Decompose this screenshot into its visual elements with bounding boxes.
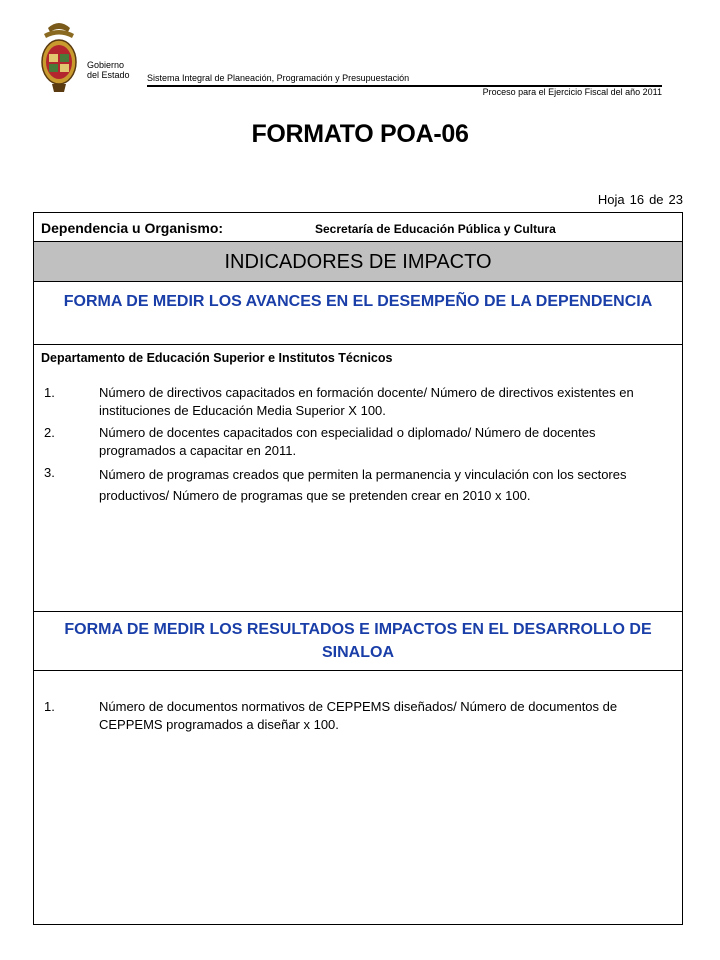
dependency-value: Secretaría de Educación Pública y Cultura: [315, 222, 556, 236]
section-2-heading: FORMA DE MEDIR LOS RESULTADOS E IMPACTOS EN EL DESARROLLO DE SINALOA: [34, 611, 682, 671]
dependency-row: [34, 213, 682, 242]
list-item-text: Número de directivos capacitados en formación docente/ Número de directivos existentes en instituciones de Educación Media Superior X 100.: [99, 385, 634, 418]
list-item-number: 1.: [44, 699, 55, 714]
list-item-text: Número de programas creados que permiten la permanencia y vinculación con los sectores productivos/ Número de programas que se pretenden crear en 2010 x 100.: [99, 467, 627, 503]
list-item-text: Número de docentes capacitados con especialidad o diplomado/ Número de docentes programados a capacitar en 2011.: [99, 425, 596, 458]
sheet-current: 16: [629, 192, 645, 207]
list-item: [34, 384, 682, 420]
section-1-body: [34, 349, 682, 510]
list-item-number: 3.: [44, 465, 55, 480]
dependency-label: Dependencia u Organismo:: [41, 220, 224, 236]
process-text: Proceso para el Ejercicio Fiscal del año 2011: [482, 87, 662, 97]
page-title: FORMATO POA-06: [251, 120, 469, 148]
sheet-of: de: [649, 192, 664, 207]
indicators-band-title: INDICADORES DE IMPACTO: [34, 242, 682, 282]
sheet-counter: [598, 192, 683, 207]
list-item: [34, 464, 682, 506]
gobierno-line-2: del Estado: [87, 70, 130, 80]
list-item-number: 1.: [44, 385, 55, 400]
section-2-body: [34, 698, 682, 738]
system-name: Sistema Integral de Planeación, Programación y Presupuestación: [147, 73, 410, 83]
state-seal-logo: [38, 18, 80, 96]
form-table: [33, 212, 683, 925]
list-item: [34, 698, 682, 734]
sheet-label: Hoja: [597, 192, 625, 207]
gobierno-line-1: Gobierno: [87, 60, 125, 70]
list-item: [34, 424, 682, 460]
sheet-total: 23: [668, 192, 683, 207]
list-item-number: 2.: [44, 425, 55, 440]
gobierno-del-estado-label: [87, 60, 130, 80]
list-item-text: Número de documentos normativos de CEPPEMS diseñados/ Número de documentos de CEPPEMS programados a diseñar x 100.: [99, 699, 618, 732]
section-1-subheading: Departamento de Educación Superior e Institutos Técnicos: [41, 351, 393, 365]
section-1-heading: FORMA DE MEDIR LOS AVANCES EN EL DESEMPEÑO DE LA DEPENDENCIA: [34, 282, 682, 345]
